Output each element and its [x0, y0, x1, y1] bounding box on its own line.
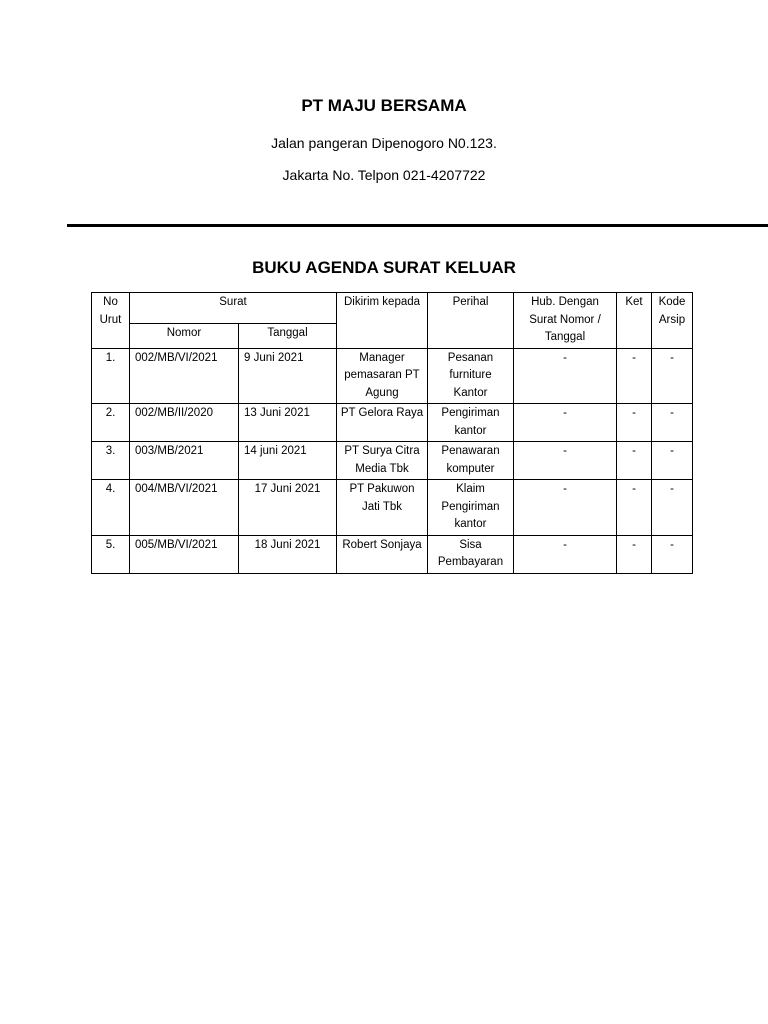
cell-ket: -: [617, 348, 652, 404]
company-city-phone: Jakarta No. Telpon 021-4207722: [282, 167, 486, 183]
header-dikirim-kepada: Dikirim kepada: [337, 293, 428, 349]
table-header-row: [92, 293, 693, 324]
header-nomor: Nomor: [130, 324, 239, 349]
cell-hub: -: [514, 480, 617, 536]
cell-perihal: Pesanan furniture Kantor: [428, 348, 514, 404]
table-row: [92, 535, 693, 573]
cell-perihal: Pengiriman kantor: [428, 404, 514, 442]
cell-kode: -: [652, 535, 693, 573]
cell-ket: -: [617, 535, 652, 573]
header-no-urut: No Urut: [92, 293, 130, 349]
cell-kode: -: [652, 348, 693, 404]
cell-no: 2.: [92, 404, 130, 442]
header-hub-surat: Hub. Dengan Surat Nomor / Tanggal: [514, 293, 617, 349]
cell-tanggal: 9 Juni 2021: [239, 348, 337, 404]
cell-hub: -: [514, 442, 617, 480]
cell-nomor: 003/MB/2021: [130, 442, 239, 480]
cell-no: 3.: [92, 442, 130, 480]
cell-hub: -: [514, 535, 617, 573]
cell-kode: -: [652, 404, 693, 442]
cell-dikirim: Manager pemasaran PT Agung: [337, 348, 428, 404]
table-row: [92, 404, 693, 442]
agenda-table: [91, 292, 693, 574]
cell-no: 1.: [92, 348, 130, 404]
cell-no: 5.: [92, 535, 130, 573]
cell-ket: -: [617, 442, 652, 480]
cell-dikirim: PT Pakuwon Jati Tbk: [337, 480, 428, 536]
cell-ket: -: [617, 480, 652, 536]
cell-dikirim: Robert Sonjaya: [337, 535, 428, 573]
cell-nomor: 005/MB/VI/2021: [130, 535, 239, 573]
table-row: [92, 480, 693, 536]
cell-tanggal: 14 juni 2021: [239, 442, 337, 480]
header-kode-arsip: Kode Arsip: [652, 293, 693, 349]
table-row: [92, 442, 693, 480]
cell-tanggal: 18 Juni 2021: [239, 535, 337, 573]
header-ket: Ket: [617, 293, 652, 349]
company-address: Jalan pangeran Dipenogoro N0.123.: [271, 135, 497, 151]
cell-hub: -: [514, 348, 617, 404]
cell-nomor: 004/MB/VI/2021: [130, 480, 239, 536]
cell-nomor: 002/MB/II/2020: [130, 404, 239, 442]
cell-perihal: Sisa Pembayaran: [428, 535, 514, 573]
cell-hub: -: [514, 404, 617, 442]
cell-nomor: 002/MB/VI/2021: [130, 348, 239, 404]
cell-kode: -: [652, 442, 693, 480]
cell-dikirim: PT Surya Citra Media Tbk: [337, 442, 428, 480]
company-name: PT MAJU BERSAMA: [301, 96, 467, 115]
cell-kode: -: [652, 480, 693, 536]
table-row: [92, 348, 693, 404]
header-perihal: Perihal: [428, 293, 514, 349]
cell-dikirim: PT Gelora Raya: [337, 404, 428, 442]
document-title: BUKU AGENDA SURAT KELUAR: [252, 258, 516, 277]
header-tanggal: Tanggal: [239, 324, 337, 349]
header-surat: Surat: [130, 293, 337, 324]
cell-no: 4.: [92, 480, 130, 536]
cell-perihal: Klaim Pengiriman kantor: [428, 480, 514, 536]
letterhead-divider: [67, 224, 768, 227]
cell-tanggal: 17 Juni 2021: [239, 480, 337, 536]
cell-perihal: Penawaran komputer: [428, 442, 514, 480]
cell-ket: -: [617, 404, 652, 442]
cell-tanggal: 13 Juni 2021: [239, 404, 337, 442]
